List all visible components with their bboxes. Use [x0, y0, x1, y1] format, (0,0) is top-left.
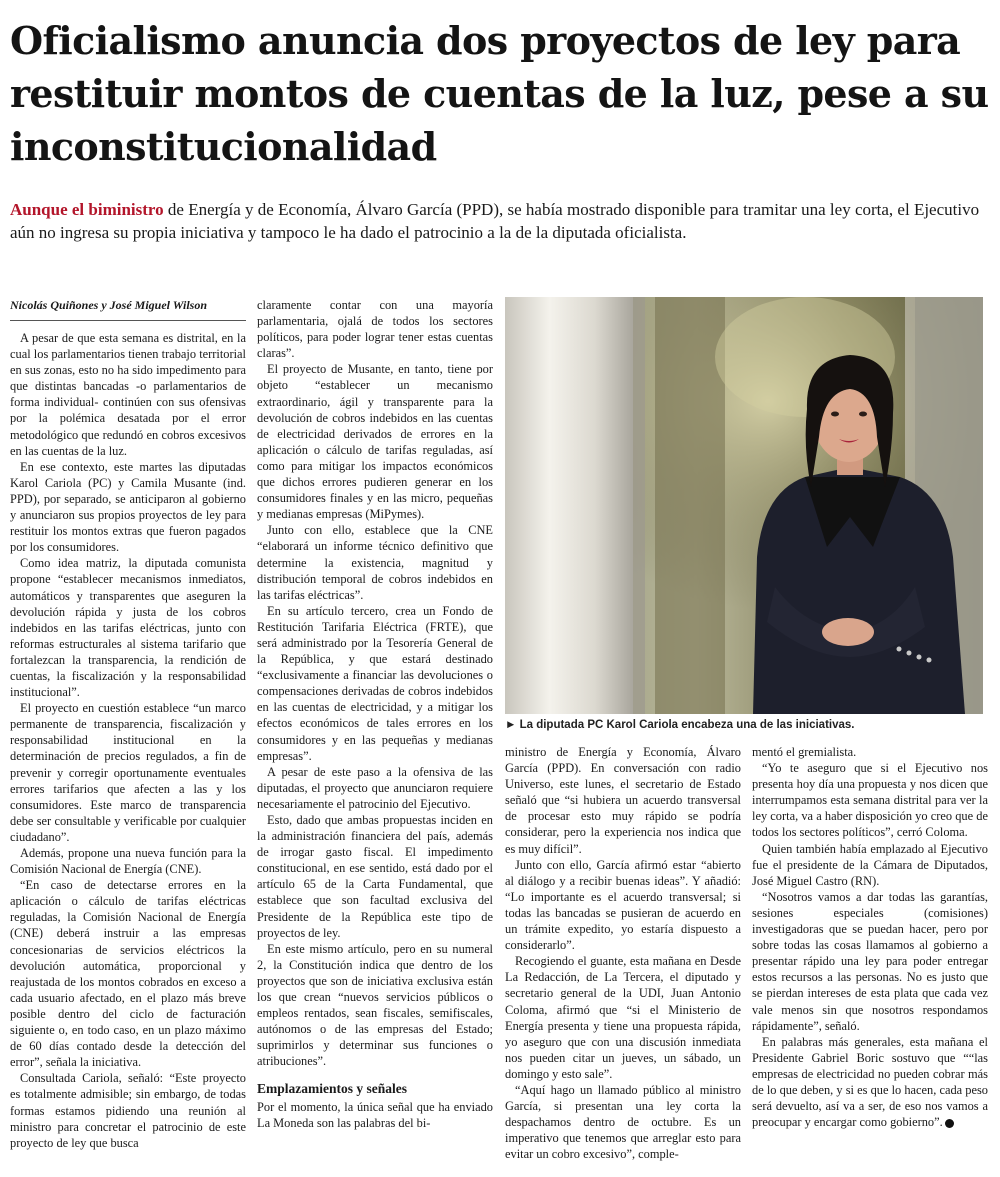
column-pillar [505, 297, 633, 714]
paragraph: ministro de Energía y Economía, Álvaro García (PPD). En conversación con radio Universo, este lunes, el secretario de Estado señaló que “si hubiera un acuerdo transversal de procesar esto muy rápido se podría considerar, pero la experiencia nos indica que es muy difícil”. [505, 745, 741, 856]
paragraph: Recogiendo el guante, esta mañana en Desde La Redacción, de La Tercera, el diputado y secretario general de la UDI, Juan Antonio Coloma, afirmó que “si el Ministerio de Energía presenta y tiene una propuesta rápida, yo aseguro que con una discusión inmediata nos pueden citar un jueves, un sábado, un domingo y esto sale”. [505, 954, 741, 1081]
caption-arrow-icon: ► [505, 719, 517, 731]
paragraph: El proyecto de Musante, en tanto, tiene por objeto “establecer un mecanismo extraordinario, ágil y transparente para la devolución de cobros indebidos en las cuentas de electricidad derivados de errores en la aplicación o cálculo de tarifas reguladas, así como para mitigar los impactos económicos que dichos errores pudieren generar en los consumidores finales y en las micro, pequeñas y medianas empresas (MiPymes). [257, 362, 493, 522]
paragraph: Además, propone una nueva función para la Comisión Nacional de Energía (CNE). [10, 846, 246, 877]
paragraph: Como idea matriz, la diputada comunista propone “establecer mecanismos inmediatos, automáticos y transparentes que aseguren la devolución rápida y justa de los cobros indebidos en las tarifas eléctricas, junto con reformas estructurales al sistema tarifario que fortalezcan la transparencia, la rendición de cuentas, la fiscalización y la responsabilidad institucional”. [10, 556, 246, 700]
paragraph: Junto con ello, García afirmó estar “abierto al diálogo y a recibir buenas ideas”. Y añadió: “Lo importante es el acuerdo transversal; si todas las bancadas se pusieran de acuerdo en un trámite expedito, yo estaría dispuesto a considerarlo”. [505, 857, 741, 953]
paragraph: En este mismo artículo, pero en su numeral 2, la Constitución indica que dentro de los proyectos que son de iniciativa exclusiva están los que crean “nuevos servicios públicos o empleos rentados, sean fiscales, semifiscales, autónomos o de las empresas del Estado; suprimirlos y determinar sus funciones o atribuciones”. [257, 941, 493, 1069]
article-column-3 [505, 744, 741, 1169]
article-column-1 [10, 297, 246, 1169]
lead-paragraph [10, 198, 990, 244]
headline: Oficialismo anuncia dos proyectos de ley para restituir montos de cuentas de la luz, pese a su inconstitucionalidad [10, 18, 989, 169]
paragraph: “Yo te aseguro que si el Ejecutivo nos presenta hoy día una propuesta y nos dicen que interrumpamos esta semana distrital para ver la ley corta, va a haber disposición yo creo que de todos los sectores políticos”, cerró Coloma. [752, 761, 988, 840]
paragraph: A pesar de que esta semana es distrital, en la cual los parlamentarios tienen trabajo territorial en sus zonas, esto no ha sido impedimento para que distintas bancadas -o parlamentarios de forma individual- continúen con sus ofensivas por la polémica desatada por el error metodológico que redundó en cobros excesivos en las cuentas de la luz. [10, 331, 246, 458]
photo-caption [505, 719, 983, 731]
lead-kicker: Aunque el biministro [10, 200, 164, 219]
paragraph: Quien también había emplazado al Ejecutivo fue el presidente de la Cámara de Diputados, José Miguel Castro (RN). [752, 841, 988, 888]
paragraph: claramente contar con una mayoría parlamentaria, ojalá de todos los sectores políticos, para poder lograr tener estas cuentas claras”. [257, 298, 493, 361]
lead-text: de Energía y de Economía, Álvaro García (PPD), se había mostrado disponible para tramitar una ley corta, el Ejecutivo aún no ingresa su propia iniciativa y tampoco le ha dado el patrocinio a la de la diputada oficialista. [10, 200, 980, 242]
paragraph: Consultada Cariola, señaló: “Este proyecto es totalmente admisible; sin embargo, de todas formas estamos pidiendo una reunión al ministro para concretar el patrocinio de este proyecto de ley que busca [10, 1071, 246, 1150]
caption-text: La diputada PC Karol Cariola encabeza una de las iniciativas. [519, 719, 855, 731]
paragraph: Por el momento, la única señal que ha enviado La Moneda son las palabras del bi- [257, 1099, 493, 1130]
paragraph: “En caso de detectarse errores en la aplicación o cálculo de tarifas eléctricas reguladas, la Comisión Nacional de Energía (CNE) deberá instruir a las empresas concesionarias de servicios eléctricos la devolución automática, proporcional y reajustada de los montos cobrados en exceso a cada usuario afectado, en el plazo más breve posible dentro del ciclo de facturación siguiente o, en todo caso, en un plazo máximo de 60 días contado desde la detección del error”, señala la iniciativa. [10, 878, 246, 1070]
paragraph: “Aquí hago un llamado público al ministro García, si presentan una ley corta la despachamos dentro de octubre. Es un imperativo que tenemos que arreglar esto para evitar un cobro excesivo”, comple- [505, 1082, 741, 1162]
paragraph: A pesar de este paso a la ofensiva de las diputadas, el proyecto que anunciaron requiere necesariamente el patrocinio del Ejecutivo. [257, 764, 493, 811]
section-subheading: Emplazamientos y señales [257, 1080, 407, 1096]
paragraph: “Nosotros vamos a dar todas las garantías, sesiones especiales (comisiones) investigadoras que se puedan hacer, pero por sobre todas las cosas llamamos al gobierno a presentar rápido una ley para poder entregar estos recursos a las personas. No es justo que se pierdan intereses de esta plata que cada vez vale menos sin que nosotros respondamos rápidamente”, señaló. [752, 889, 988, 1033]
paragraph: En ese contexto, este martes las diputadas Karol Cariola (PC) y Camila Musante (ind. PPD), por separado, se anticiparon al gobierno y anunciaron sus propios proyectos de ley para restituir los montos extras que fueron pagados por los consumidores. [10, 459, 246, 555]
article-photo [505, 297, 983, 714]
paragraph: El proyecto en cuestión establece “un marco permanente de transparencia, fiscalización y responsabilidad institucional en la determinación de precios regulados, a fin de prevenir y corregir oportunamente eventuales errores tarifarios que afecten a las y los consumidores. Este marco de transparencia debe ser consultable y verificable por cualquier ciudadano”. [10, 701, 246, 844]
paragraph: Esto, dado que ambas propuestas inciden en la administración financiera del país, además de irrogar gasto fiscal. El impedimento constitucional, en ese sentido, está dado por el artículo 65 de la Carta Fundamental, que establece que son facultad exclusiva del Presidente de la República este tipo de proyectos de ley. [257, 813, 493, 940]
paragraph: mentó el gremialista. [752, 745, 857, 759]
paragraph-text: En palabras más generales, esta mañana el Presidente Gabriel Boric sostuvo que ““las empresas de electricidad no pueden cobrar más de lo que deben, y si es que lo hacen, cada peso será devuelto, así va a ser, de eso nos vamos a preocupar y encargar como gobierno”. [752, 1034, 988, 1130]
paragraph [752, 1034, 988, 1131]
end-of-article-icon [945, 1119, 954, 1128]
byline: Nicolás Quiñones y José Miguel Wilson [10, 297, 246, 321]
article-column-2 [257, 297, 493, 1169]
paragraph: Junto con ello, establece que la CNE “elaborará un informe técnico definitivo que determine la existencia, magnitud y distribución temporal de cobros indebidos en las tarifas eléctricas”. [257, 523, 493, 602]
article-column-4 [752, 744, 988, 1169]
photo-illustration [505, 297, 983, 714]
paragraph: En su artículo tercero, crea un Fondo de Restitución Tarifaria Eléctrica (FRTE), que será administrado por la Tesorería General de la República, y que estará destinado “exclusivamente a financiar las devoluciones o compensaciones derivadas de cobros indebidos en las cuentas de electricidad, y a mitigar los efectos económicos de tales errores en los consumidores y en las pequeñas y medianas empresas”. [257, 603, 493, 763]
